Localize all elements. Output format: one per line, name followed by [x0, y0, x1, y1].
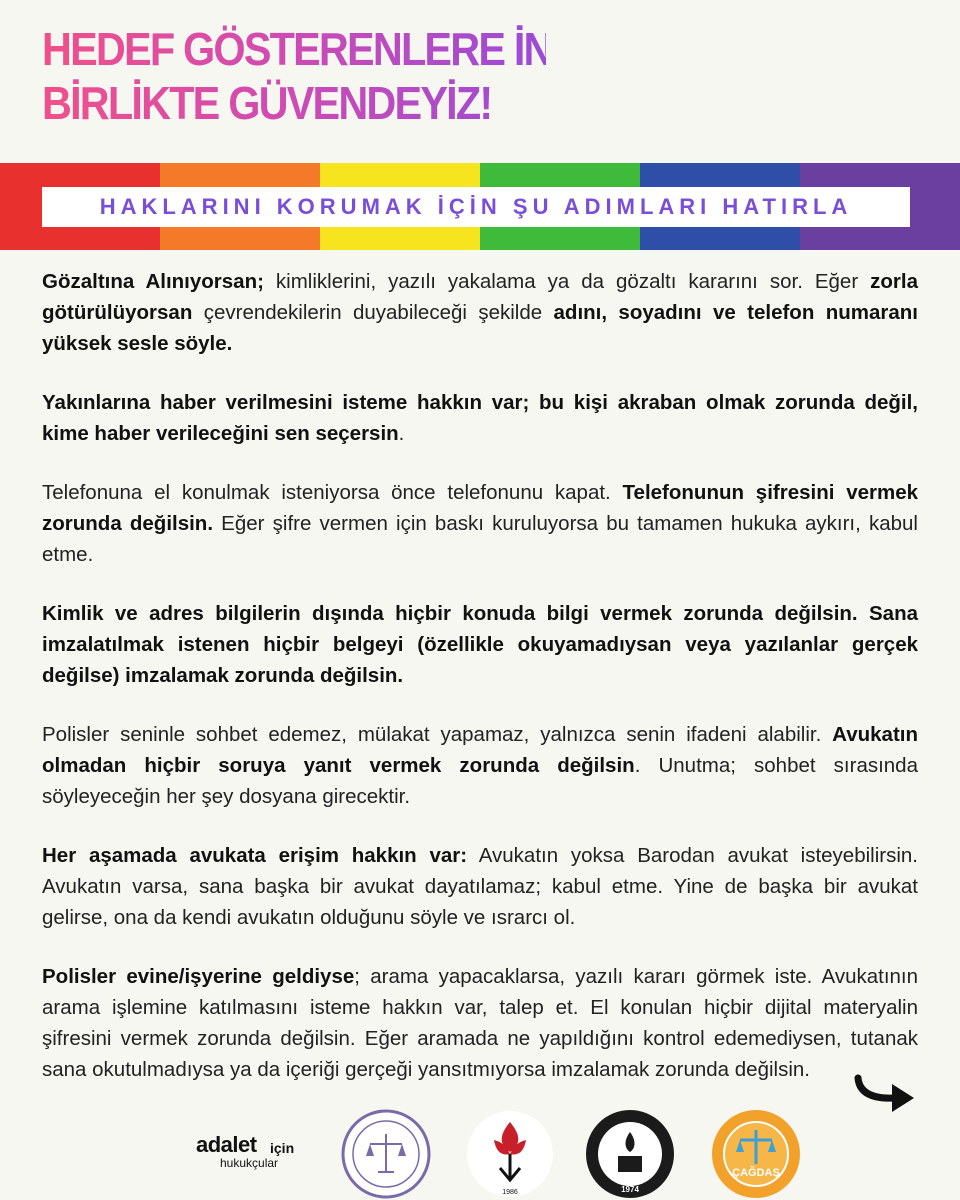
ozgurluk-icin-hukukcular-seal [340, 1108, 432, 1200]
bold-text: Her aşamada avukata erişim hakkın var: [42, 844, 468, 867]
headline [42, 22, 606, 130]
bold-text: zorla götürülüyorsan [42, 270, 918, 324]
adalet-icin-hukukcular-logo [196, 1132, 316, 1176]
paragraph-phone [42, 477, 918, 570]
paragraph-lawyer-access [42, 840, 918, 933]
text: ; arama yapacaklarsa, yazılı kararı görmek iste. Avukatının arama işlemine katılmasını isteme hakkın var, talep et. El konulan hiçbir dijital materyalin şifresini vermek zorunda değilsin. Eğer aramada ne yapıldığını kontrol edemediysen, tutanak sana okutulmadıysa ya da içeriği gerçeği yansıtmıyorsa imzalamak zorunda değilsin. [42, 965, 919, 1081]
text: çevrendekilerin duyabileceği şekilde [192, 301, 554, 324]
text: Eğer şifre vermen için baskı kuruluyorsa bu tamamen hukuka aykırı, kabul etme. [42, 512, 918, 566]
paragraph-police-chat [42, 719, 918, 812]
partner-logos [0, 1100, 960, 1200]
logo-word: adalet [196, 1132, 257, 1157]
banner-text: HAKLARINI KORUMAK İÇİN ŞU ADIMLARI HATIRLA [99, 194, 853, 219]
paragraph-detention [42, 266, 918, 359]
bold-text: Avukatın olmadan hiçbir soruya yanıt vermek zorunda değilsin [42, 723, 918, 777]
cagdas-avukatlar-grubu-seal [710, 1108, 802, 1200]
text: . Unutma; sohbet sırasında söyleyeceğin her şey dosyana girecektir. [42, 754, 918, 808]
bold-text: adını, soyadını ve telefon numaranı yüksek sesle söyle. [42, 301, 918, 355]
paragraph-identity [42, 598, 918, 691]
bold-text: Kimlik ve adres bilgilerin dışında hiçbir konuda bilgi vermek zorunda değilsin. Sana imzalatılmak istenen hiçbir belgeyi (özellikle okuyamadıysan veya yazılanlar gerçek değilse) imzalamak zorunda değilsin. [42, 602, 918, 687]
headline-line-2: BİRLİKTE GÜVENDEYİZ! [42, 77, 492, 129]
text: Polisler seninle sohbet edemez, mülakat yapamaz, yalnızca senin ifadeni alabilir. [42, 723, 833, 746]
insan-haklari-dernegi-seal [464, 1108, 556, 1200]
rights-list [42, 266, 918, 1113]
subtitle-banner [42, 187, 910, 227]
logo-subtitle: hukukçular [220, 1156, 279, 1170]
seal-name: ÇAĞDAŞ [732, 1167, 780, 1179]
bold-text: Polisler evine/işyerine geldiyse [42, 965, 355, 988]
headline-line-1: HEDEF GÖSTERENLERE İNAT, [42, 23, 606, 75]
seal-year: 1974 [621, 1185, 639, 1194]
text: Telefonuna el konulmak isteniyorsa önce telefonunu kapat. [42, 481, 623, 504]
paragraph-home-search [42, 961, 918, 1085]
bold-text: Yakınlarına haber verilmesini isteme hakkın var; bu kişi akraban olmak zorunda değil, kime haber verileceğini sen seçersin [42, 391, 918, 445]
bold-text: Gözaltına Alınıyorsan; [42, 270, 264, 293]
seal-year: 1986 [502, 1189, 518, 1196]
logo-word: için [270, 1140, 295, 1156]
text: . [398, 422, 405, 445]
cagdas-hukukcular-dernegi-seal [584, 1108, 676, 1200]
paragraph-notify-relatives [42, 387, 918, 449]
bold-text: Telefonunun şifresini vermek zorunda değilsin. [42, 481, 919, 535]
text: Avukatın yoksa Barodan avukat isteyebilirsin. Avukatın varsa, sana başka bir avukat dayatılamaz; kabul etme. Yine de başka bir avukat gelirse, ona da kendi avukatın olduğunu söyle ve ısrarcı ol. [42, 844, 918, 929]
text: kimliklerini, yazılı yakalama ya da gözaltı kararını sor. Eğer [263, 270, 871, 293]
